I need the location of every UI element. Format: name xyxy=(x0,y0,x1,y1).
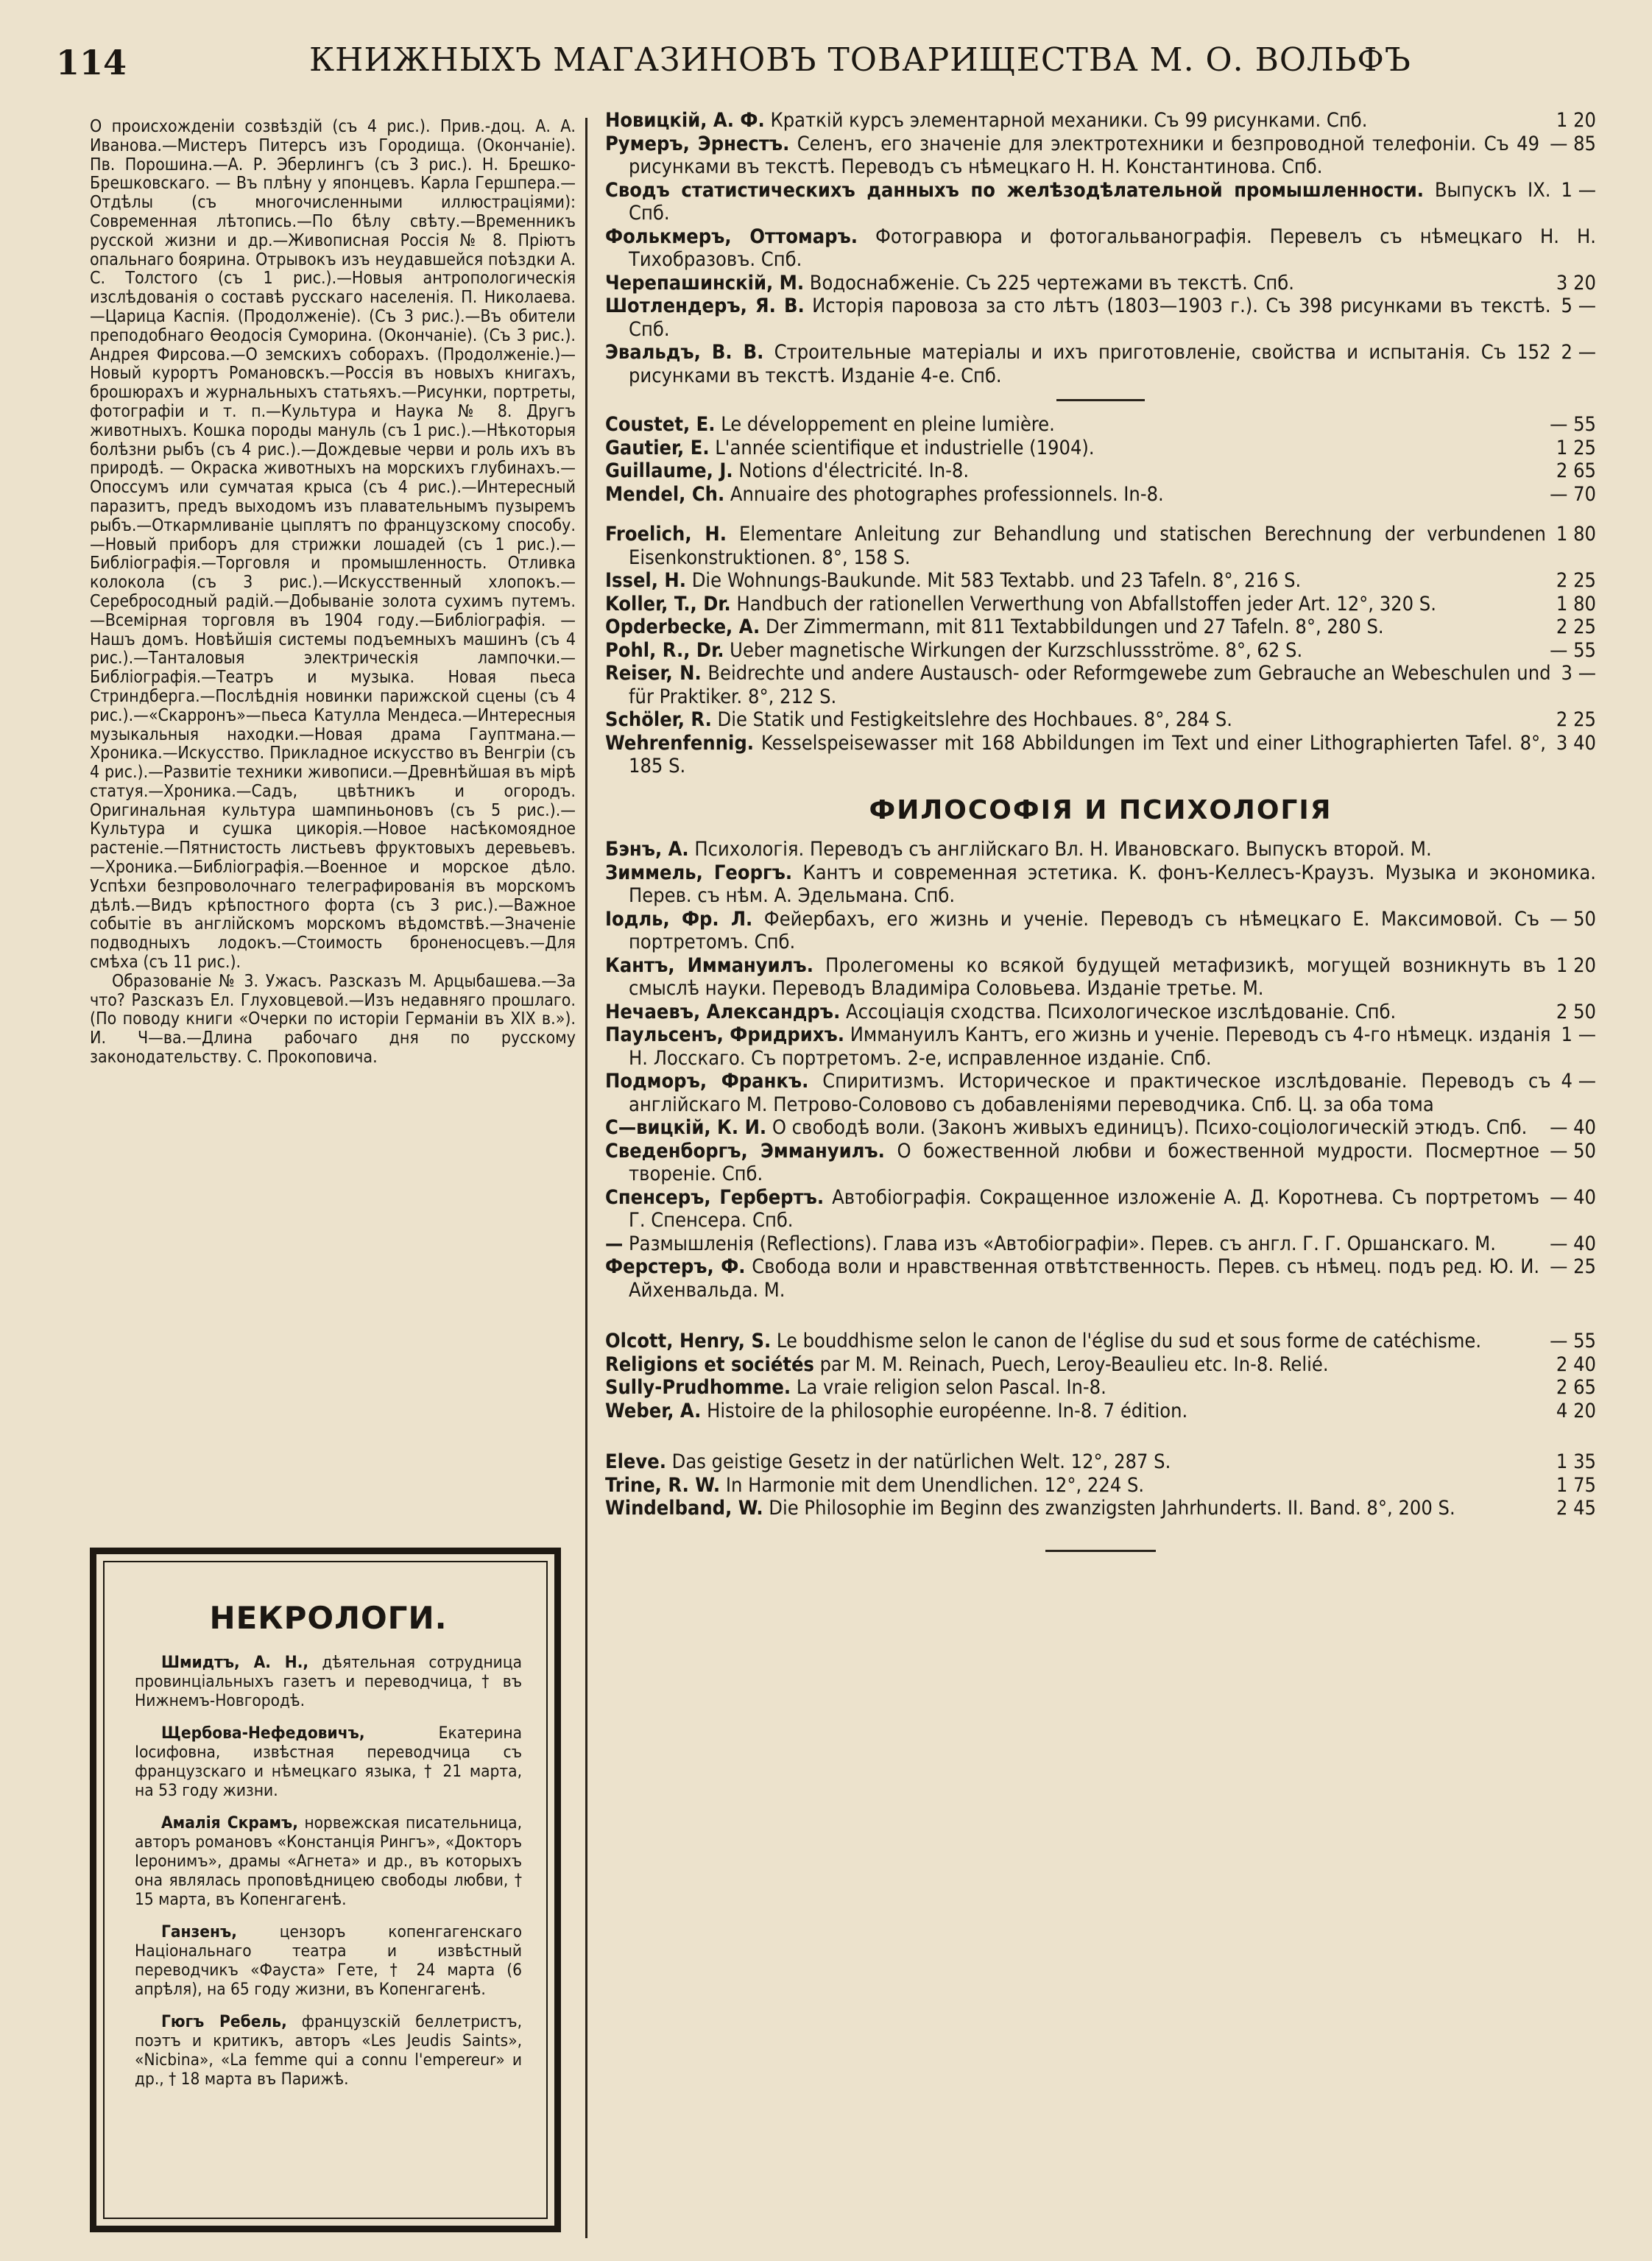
entry-title: Beidrechte und andere Austausch- oder Reformgewebe zum Gebrauche an Webeschulen und für Praktiker. 8°, 212 S. xyxy=(629,662,1551,708)
necrology-title: НЕКРОЛОГИ. xyxy=(209,1600,448,1636)
necrology-text: дѣятельная сотрудница провинціальныхъ газетъ и переводчица, † въ Нижнемъ-Новгородѣ. xyxy=(135,1653,523,1710)
entry-title: L'année scientifique et industrielle (1904). xyxy=(715,436,1095,459)
left-paragraph: О происхожденіи созвѣздій (съ 4 рис.). Прив.-доц. А. А. Иванова.—Мистеръ Питерсъ изъ Городища. (Окончаніе). Пв. Порошина.—А. Р. Эберлингъ (съ 3 рис.). Н. Брешко-Брешковскаго. — Въ плѣну у японцевъ. Карла Гершпера.—Отдѣлы (съ многочисленными иллюстраціями): Современная лѣтопись.—По бѣлу свѣту.—Временникъ русской жизни и др.—Живописная Россія № 8. Пріютъ опальнаго боярина. Отрывокъ изъ неудавшейся поѣздки А. С. Толстого (съ 1 рис.).—Новыя антропологическія изслѣдованія о составѣ русскаго населенія. П. Николаева.—Царица Каспія. (Продолженіе). (Съ 3 рис.).—Въ обители преподобнаго Ѳеодосія Суморина. (Окончаніе). (Съ 3 рис.). Андрея Фирсова.—О земскихъ соборахъ. (Продолженіе.)—Новый курортъ Романовскъ.—Россія въ новыхъ книгахъ, брошюрахъ и журнальныхъ статьяхъ.—Рисунки, портреты, фотографіи и т. п.—Культура и Наука № 8. Другъ животныхъ. Кошка породы мануль (съ 1 рис.).—Нѣкоторыя болѣзни рыбъ (съ 4 рис.).—Дождевые черви и роль ихъ въ природѣ. — Окраска животныхъ на морскихъ глубинахъ.—Опоссумъ или сумчатая крыса (съ 4 рис.).—Интересный паразитъ, предъ выходомъ изъ плавательнымъ пузыремъ рыбъ.—Откармливаніе цыплятъ по французскому способу.—Новый приборъ для стрижки лошадей (съ 1 рис.).—Библіографія.—Торговля и промышленность. Отливка колокола (съ 3 рис.).—Искусственный хлопокъ.—Серебросодный радій.—Добываніе золота сухимъ путемъ.—Всемірная торговля въ 1904 году.—Библіографія. — Нашъ домъ. Новѣйшія системы подъемныхъ машинъ (съ 4 рис.).—Танталовыя электрическія лампочки.—Библіографія.—Театръ и музыка. Новая пьеса Стриндберга.—Послѣднія новинки парижской сцены (съ 4 рис.).—«Скарронъ»—пьеса Катулла Мендеса.—Интересныя музыкальныя находки.—Новая драма Гауптмана.—Хроника.—Искусство. Прикладное искусство въ Венгріи (съ 4 рис.).—Развитіе техники живописи.—Древнѣйшая въ мірѣ статуя.—Хроника.—Садъ, цвѣтникъ и огородъ. Оригинальная культура шампиньоновъ (съ 5 рис.).—Культура и сушка цикорія.—Новое насѣкомоядное растеніе.—Пятнистость листьевъ фруктовыхъ деревьевъ.—Хроника.—Библіографія.—Военное и морское дѣло. Успѣхи безпроволочнаго телеграфированія въ морскомъ дѣлѣ.—Видъ крѣпостного форта (съ 3 рис.).—Важное событіе въ англійскомъ морскомъ вѣдомствѣ.—Значеніе подводныхъ лодокъ.—Стоимость броненосцевъ.—Для смѣха (съ 11 рис.). xyxy=(90,117,576,973)
entry-price: 2 65 xyxy=(1556,1376,1596,1399)
entry-price: 1 20 xyxy=(1556,953,1596,977)
entry-title: Notions d'électricité. In-8. xyxy=(738,459,970,482)
entry-title: Ueber magnetische Wirkungen der Kurzschlussströme. 8°, 62 S. xyxy=(730,638,1303,662)
entry-author: Religions et sociétés xyxy=(605,1352,814,1376)
entry-group xyxy=(605,523,1596,778)
entry-title: Свобода воли и нравственная отвѣтственность. Перев. съ нѣмец. подъ ред. Ю. И. Айхенвальда. М. xyxy=(629,1255,1540,1302)
entry-group xyxy=(605,1450,1596,1520)
necrology-name: Амалія Скрамъ, xyxy=(161,1813,298,1833)
bibliography-entry xyxy=(605,179,1596,225)
entry-price: — 55 xyxy=(1550,1330,1596,1352)
bibliography-entry xyxy=(605,1353,1596,1377)
entry-title: Спиритизмъ. Историческое и практическое изслѣдованіе. Переводъ съ англійскаго М. Петрово-Соловово съ добавленіями переводчика. Спб. Ц. за оба тома xyxy=(629,1070,1551,1116)
entry-price: 2 40 xyxy=(1556,1352,1596,1376)
bibliography-entry xyxy=(605,437,1596,460)
necrology-box xyxy=(90,1548,561,2232)
entry-title: Фотогравюра и фотогальванографія. Перевелъ съ нѣмецкаго Н. Н. Тихобразовъ. Спб. xyxy=(629,225,1596,271)
entry-price: 2 45 xyxy=(1556,1497,1596,1520)
entry-price: 2 25 xyxy=(1556,615,1596,638)
entry-author: Issel, H. xyxy=(605,569,686,592)
bibliography-entry xyxy=(605,1140,1596,1186)
bibliography-entry xyxy=(605,1400,1596,1423)
bibliography-entry xyxy=(605,662,1596,708)
entry-title: La vraie religion selon Pascal. In-8. xyxy=(796,1376,1106,1399)
entry-price: — 85 xyxy=(1550,132,1596,155)
entry-author: Бэнъ, А. xyxy=(605,838,689,861)
left-column xyxy=(90,118,576,1068)
entry-price: 2 25 xyxy=(1556,569,1596,592)
bibliography-entry xyxy=(605,1186,1596,1232)
entry-title: Kesselspeisewasser mit 168 Abbildungen im Text und einer Lithographierten Tafel. 8°, 185 S. xyxy=(629,731,1546,777)
entry-group xyxy=(605,1330,1596,1422)
entry-title: Die Philosophie im Beginn des zwanzigsten Jahrhunderts. II. Band. 8°, 200 S. xyxy=(769,1497,1455,1520)
entry-author: Windelband, W. xyxy=(605,1497,763,1520)
entry-title: Водоснабженіе. Съ 225 чертежами въ текстѣ. Спб. xyxy=(809,271,1295,294)
entry-price: 2 50 xyxy=(1556,1000,1596,1023)
entry-author: Румеръ, Эрнестъ. xyxy=(605,132,790,155)
bibliography-entry xyxy=(605,615,1596,639)
entry-price: 1 80 xyxy=(1556,592,1596,615)
entry-author: Guillaume, J. xyxy=(605,459,733,482)
entry-author: Coustet, E. xyxy=(605,413,716,436)
bibliography-entry xyxy=(605,1232,1596,1256)
bibliography-entry xyxy=(605,861,1596,908)
bibliography-entry xyxy=(605,838,1596,861)
bibliography-entry xyxy=(605,954,1596,1001)
bibliography-entry xyxy=(605,133,1596,179)
entry-author: Паульсенъ, Фридрихъ. xyxy=(605,1023,844,1046)
bibliography-entry xyxy=(605,569,1596,593)
entry-author: Sully-Prudhomme. xyxy=(605,1376,791,1399)
entry-title: Строительные матеріалы и ихъ приготовленіе, свойства и испытанія. Съ 152 рисунками въ текстѣ. Изданіе 4-е. Спб. xyxy=(629,341,1551,387)
bibliography-entry xyxy=(605,225,1596,272)
bibliography-entry xyxy=(605,1116,1596,1140)
bibliography-entry xyxy=(605,593,1596,616)
divider-rule xyxy=(1056,399,1145,401)
necrology-name: Щербова-Нефедовичъ, xyxy=(161,1724,365,1743)
entry-title: Кантъ и современная эстетика. К. фонъ-Келлесъ-Краузъ. Музыка и экономика. Перев. съ нѣм. А. Эдельмана. Спб. xyxy=(629,861,1596,907)
entry-title: Выпускъ IX. Спб. xyxy=(629,178,1551,225)
bibliography-entry xyxy=(605,1330,1596,1353)
entry-title: Автобіографія. Сокращенное изложеніе А. Д. Коротнева. Съ портретомъ Г. Спенсера. Спб. xyxy=(629,1185,1540,1232)
entry-price: 1 80 xyxy=(1556,523,1596,546)
entry-price: 4 — xyxy=(1561,1070,1596,1093)
bibliography-entry xyxy=(605,341,1596,387)
bibliography-entry xyxy=(605,639,1596,663)
entry-author: Schöler, R. xyxy=(605,708,712,731)
bibliography-entry xyxy=(605,1070,1596,1116)
entry-price: 4 20 xyxy=(1556,1399,1596,1422)
entry-title: Der Zimmermann, mit 811 Textabbildungen und 27 Tafeln. 8°, 280 S. xyxy=(765,615,1384,638)
entry-title: Le bouddhisme selon le canon de l'église du sud et sous forme de catéchisme. xyxy=(776,1330,1482,1352)
entry-author: С—вицкій, К. И. xyxy=(605,1116,767,1139)
necrology-name: Шмидтъ, А. Н., xyxy=(161,1653,309,1672)
entry-title: О свободѣ воли. (Законъ живыхъ единицъ). Психо-соціологическій этюдъ. Спб. xyxy=(772,1116,1528,1139)
entry-price: 3 — xyxy=(1561,662,1596,685)
entry-price: — 50 xyxy=(1550,1139,1596,1163)
entry-group xyxy=(605,109,1596,387)
bibliography-entry xyxy=(605,459,1596,483)
entry-author: Eleve. xyxy=(605,1450,666,1473)
group-gap xyxy=(605,1422,1596,1450)
entry-author: Opderbecke, A. xyxy=(605,615,760,638)
running-title: КНИЖНЫХЪ МАГАЗИНОВЪ ТОВАРИЩЕСТВА М. О. ВОЛЬФЪ xyxy=(309,41,1411,79)
entry-title: Размышленія (Reflections). Глава изъ «Автобіографіи». Перев. съ англ. Г. Г. Оршанскаго. М. xyxy=(629,1232,1496,1255)
entry-price: — 55 xyxy=(1550,638,1596,662)
entry-price: 1 25 xyxy=(1556,436,1596,459)
entry-author: Кантъ, Иммануилъ. xyxy=(605,953,813,977)
entry-title: In Harmonie mit dem Unendlichen. 12°, 224 S. xyxy=(725,1473,1145,1497)
necrology-name: Гюгъ Ребель, xyxy=(161,2012,287,2031)
entry-price: 2 — xyxy=(1561,341,1596,364)
entry-price: 1 20 xyxy=(1556,109,1596,132)
entry-author: Gautier, E. xyxy=(605,436,710,459)
entry-price: 3 40 xyxy=(1556,731,1596,755)
necrology-text: французскій беллетристъ, поэтъ и критикъ, авторъ «Les Jeudis Saints», «Nicbina», «La femme qui a connu l'empereur» и др., † 18 марта въ Парижѣ. xyxy=(135,2012,522,2089)
entry-price: — 40 xyxy=(1550,1185,1596,1209)
entry-author: Подморъ, Франкъ. xyxy=(605,1070,809,1093)
page-number: 114 xyxy=(56,43,127,82)
entry-title: par M. M. Reinach, Puech, Leroy-Beaulieu etc. In-8. Relié. xyxy=(819,1352,1329,1376)
entry-author: Ферстеръ, Ф. xyxy=(605,1255,746,1278)
entry-title: Handbuch der rationellen Verwerthung von Abfallstoffen jeder Art. 12°, 320 S. xyxy=(736,592,1436,615)
necrology-entry xyxy=(135,1653,522,1710)
bibliography-entry xyxy=(605,1376,1596,1400)
bibliography-entry xyxy=(605,1497,1596,1520)
entry-author: Olcott, Henry, S. xyxy=(605,1330,772,1352)
entry-author: Шотлендеръ, Я. В. xyxy=(605,294,805,317)
entry-author: Weber, A. xyxy=(605,1399,702,1422)
bibliography-entry xyxy=(605,1450,1596,1474)
entry-author: Wehrenfennig. xyxy=(605,731,754,755)
entry-title: Иммануилъ Кантъ, его жизнь и ученіе. Переводъ съ 4-го нѣмецк. изданія Н. Лосскаго. Съ портретомъ. 2-е, исправленное изданіе. Спб. xyxy=(629,1023,1551,1070)
necrology-entry xyxy=(135,1922,522,1999)
entry-price: — 40 xyxy=(1550,1116,1596,1139)
entry-title: Annuaire des photographes professionnels. In-8. xyxy=(730,482,1164,506)
entry-title: Краткій курсъ элементарной механики. Съ 99 рисунками. Спб. xyxy=(770,109,1368,132)
entry-title: О божественной любви и божественной мудрости. Посмертное твореніе. Спб. xyxy=(629,1139,1540,1185)
entry-group xyxy=(605,838,1596,1302)
bibliography-entry xyxy=(605,1474,1596,1498)
entry-group xyxy=(605,413,1596,506)
entry-title: Психологія. Переводъ съ англійскаго Вл. Н. Ивановскаго. Выпускъ второй. М. xyxy=(694,838,1432,861)
entry-author: Pohl, R., Dr. xyxy=(605,638,724,662)
bibliography-entry xyxy=(605,413,1596,437)
bibliography-entry xyxy=(605,732,1596,778)
entry-author: Фолькмеръ, Оттомаръ. xyxy=(605,225,858,248)
entry-title: Исторія паровоза за сто лѣтъ (1803—1903 г.). Съ 398 рисунками въ текстѣ. Спб. xyxy=(629,294,1551,341)
necrology-list xyxy=(135,1653,522,2089)
entry-title: Селенъ, его значеніе для электротехники и безпроводной телефоніи. Съ 49 рисунками въ текстѣ. Переводъ съ нѣмецкаго Н. Н. Константинова. Спб. xyxy=(629,132,1540,178)
entry-price: — 40 xyxy=(1550,1232,1596,1255)
entry-author: Сводъ статистическихъ данныхъ по желѣзодѣлательной промышленности. xyxy=(605,178,1424,202)
bibliography-entry xyxy=(605,1255,1596,1302)
end-rule xyxy=(1045,1550,1156,1552)
bibliography-entry xyxy=(605,523,1596,569)
necrology-entry xyxy=(135,1813,522,1909)
bibliography-entry xyxy=(605,109,1596,133)
entry-author: Mendel, Ch. xyxy=(605,482,725,506)
bibliography-entry xyxy=(605,708,1596,732)
entry-author: Іодль, Фр. Л. xyxy=(605,907,753,931)
entry-title: Le développement en pleine lumière. xyxy=(721,413,1055,436)
entry-price: 1 — xyxy=(1561,178,1596,202)
entry-title: Ассоціація сходства. Психологическое изслѣдованіе. Спб. xyxy=(846,1000,1397,1023)
entry-author: Спенсеръ, Гербертъ. xyxy=(605,1185,825,1209)
entry-author: Сведенборгъ, Эммануилъ. xyxy=(605,1139,885,1163)
group-gap xyxy=(605,1302,1596,1330)
entry-author: — xyxy=(605,1232,624,1255)
entry-price: — 55 xyxy=(1550,413,1596,436)
bibliography-entry xyxy=(605,1001,1596,1024)
entry-author: Trine, R. W. xyxy=(605,1473,721,1497)
bibliography-entry xyxy=(605,483,1596,507)
entry-price: — 70 xyxy=(1550,482,1596,506)
entry-price: 5 — xyxy=(1561,294,1596,317)
necrology-entry xyxy=(135,2012,522,2089)
entry-price: 1 — xyxy=(1561,1023,1596,1046)
bibliography-entry xyxy=(605,1023,1596,1070)
entry-author: Зиммель, Георгъ. xyxy=(605,861,793,884)
bibliography-entry xyxy=(605,272,1596,295)
bibliography-entry xyxy=(605,908,1596,954)
entry-title: Пролегомены ко всякой будущей метафизикѣ, могущей возникнуть въ смыслѣ науки. Переводъ Владиміра Соловьева. Изданіе третье. М. xyxy=(629,953,1546,1000)
entry-author: Froelich, H. xyxy=(605,523,727,546)
entry-price: 2 65 xyxy=(1556,459,1596,482)
necrology-text: норвежская писательница, авторъ романовъ «Констанція Рингъ», «Докторъ Іеронимъ», драмы «Агнета» и др., въ которыхъ она являлась проповѣдницею свободы любви, † 15 марта, въ Копенгагенѣ. xyxy=(135,1813,522,1909)
entry-title: Die Wohnungs-Baukunde. Mit 583 Textabb. und 23 Tafeln. 8°, 216 S. xyxy=(691,569,1302,592)
entry-price: 1 35 xyxy=(1556,1450,1596,1473)
necrology-text: Екатерина Іосифовна, извѣстная переводчица съ французскаго и нѣмецкаго языка, † 21 марта, на 53 году жизни. xyxy=(135,1724,522,1800)
entry-price: 3 20 xyxy=(1556,271,1596,294)
necrology-entry xyxy=(135,1724,522,1800)
entry-author: Черепашинскій, М. xyxy=(605,271,805,294)
entry-title: Фейербахъ, его жизнь и ученіе. Переводъ съ нѣмецкаго Е. Максимовой. Съ портретомъ. Спб. xyxy=(629,907,1540,953)
necrology-name: Ганзенъ, xyxy=(161,1922,237,1941)
entry-title: Die Statik und Festigkeitslehre des Hochbaues. 8°, 284 S. xyxy=(717,708,1232,731)
bibliography-entry xyxy=(605,294,1596,341)
necrology-text: цензоръ копенгагенскаго Національнаго театра и извѣстный переводчикъ «Фауста» Гете, † 24 марта (6 апрѣля), на 65 году жизни, въ Копенгагенѣ. xyxy=(135,1922,522,1999)
page-header xyxy=(52,31,1605,90)
entry-title: Elementare Anleitung zur Behandlung und statischen Berechnung der verbundenen Eisenkonstruktionen. 8°, 158 S. xyxy=(629,523,1546,569)
section-title: ФИЛОСОФІЯ И ПСИХОЛОГІЯ xyxy=(869,794,1332,825)
right-column xyxy=(605,109,1596,1552)
entry-author: Нечаевъ, Александръ. xyxy=(605,1000,841,1023)
entry-title: Histoire de la philosophie européenne. In-8. 7 édition. xyxy=(707,1399,1188,1422)
entry-author: Эвальдъ, В. В. xyxy=(605,341,764,364)
entry-author: Reiser, N. xyxy=(605,662,702,685)
entry-price: — 50 xyxy=(1550,907,1596,931)
entry-price: 1 75 xyxy=(1556,1473,1596,1497)
entry-price: 2 25 xyxy=(1556,708,1596,731)
entry-price: — 25 xyxy=(1550,1255,1596,1278)
left-paragraph: Образованіе № 3. Ужасъ. Разсказъ М. Арцыбашева.—За что? Разсказъ Ел. Глуховцевой.—Изъ недавняго прошлаго. (По поводу книги «Очерки по исторіи Германіи въ XIX в.»). И. Ч—ва.—Длина рабочаго дня по русскому законодательству. С. Прокоповича. xyxy=(90,971,576,1068)
entry-title: Das geistige Gesetz in der natürlichen Welt. 12°, 287 S. xyxy=(671,1450,1171,1473)
column-divider xyxy=(585,118,587,2238)
entry-author: Koller, T., Dr. xyxy=(605,592,731,615)
entry-author: Новицкій, А. Ф. xyxy=(605,109,765,132)
